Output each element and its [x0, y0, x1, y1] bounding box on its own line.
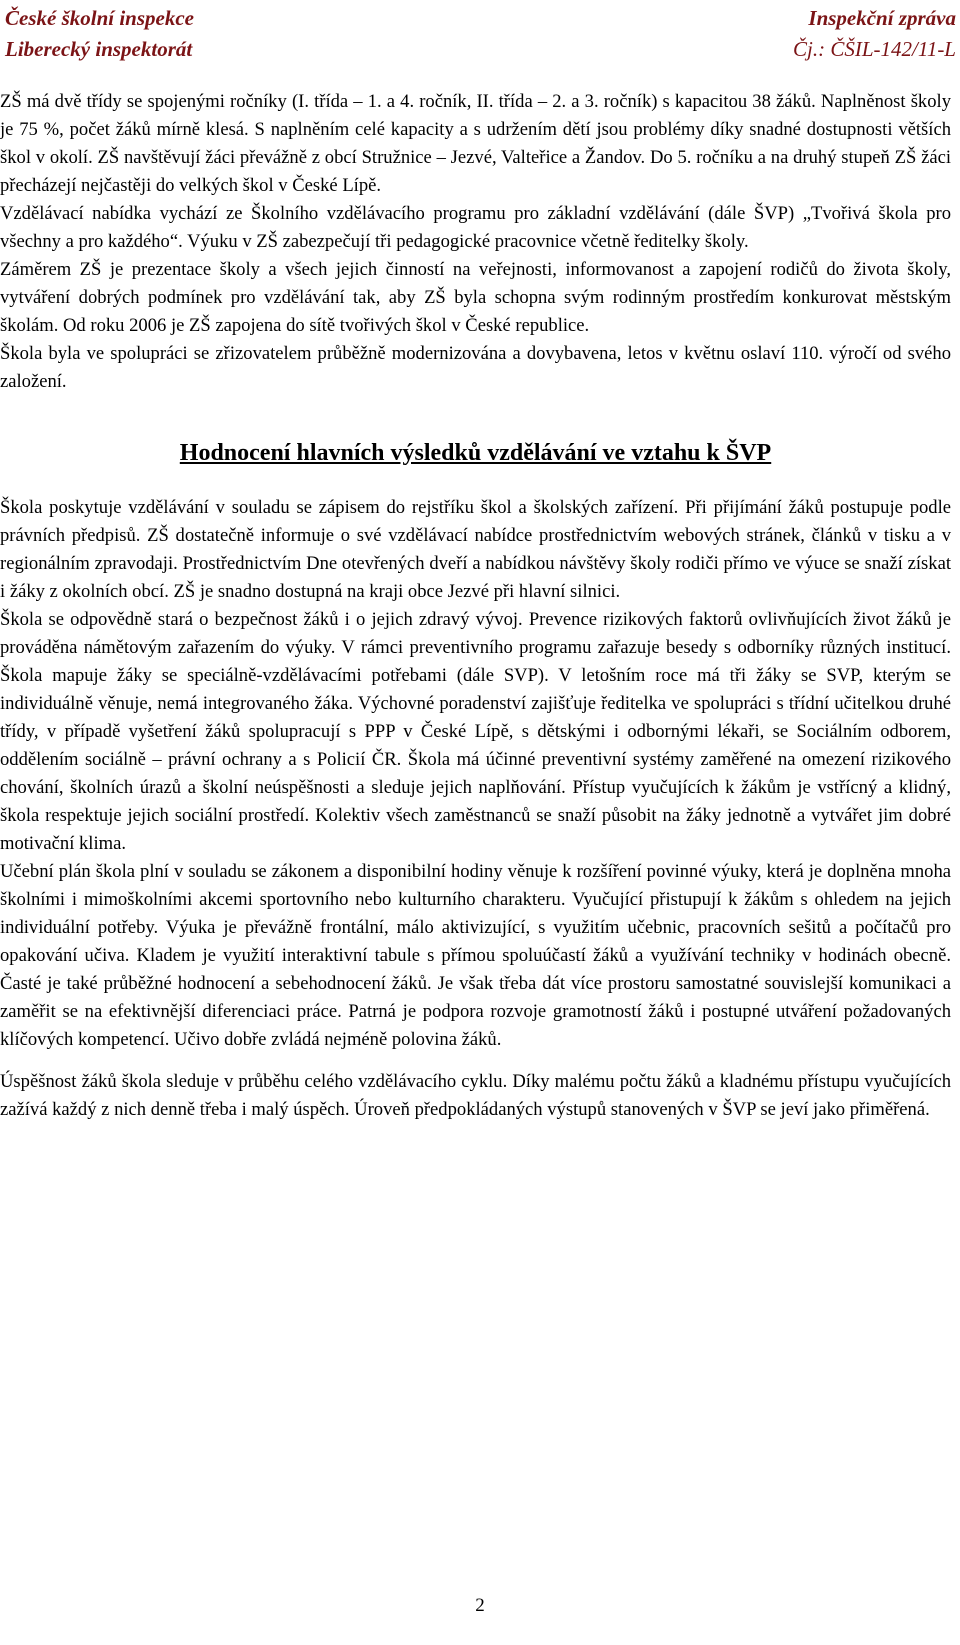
header-org-name: České školní inspekce	[5, 6, 194, 30]
intro-paragraph: Záměrem ZŠ je prezentace školy a všech jejich činností na veřejnosti, informovanost a zapojení rodičů do života školy, vytváření dobrých podmínek pro vzdělávání tak, aby ZŠ byla schopna svým rodinným prostředím konkurovat městským školám. Od roku 2006 je ZŠ zapojena do sítě tvořivých škol v České republice.	[0, 259, 951, 336]
header-doc-type: Inspekční zpráva	[808, 6, 956, 30]
header-right	[793, 3, 956, 65]
intro-paragraph: ZŠ má dvě třídy se spojenými ročníky (I. třída – 1. a 4. ročník, II. třída – 2. a 3. ročník) s kapacitou 38 žáků. Naplněnost školy je 75 %, počet žáků mírně klesá. S naplněním celé kapacity a s udržením dětí jsou problémy díky snadné dostupnosti větších škol v okolí. ZŠ navštěvují žáci převážně z obcí Stružnice – Jezvé, Valteřice a Žandov. Do 5. ročníku a na druhý stupeň ZŠ žáci přecházejí nejčastěji do velkých škol v České Lípě.	[0, 91, 951, 196]
document-body	[0, 88, 951, 1124]
intro-paragraph: Škola byla ve spolupráci se zřizovatelem průběžně modernizována a dovybavena, letos v květnu oslaví 110. výročí od svého založení.	[0, 343, 951, 392]
intro-paragraph: Vzdělávací nabídka vychází ze Školního vzdělávacího programu pro základní vzdělávání (dále ŠVP) „Tvořivá škola pro všechny a pro každého“. Výuku v ZŠ zabezpečují tři pedagogické pracovnice včetně ředitelky školy.	[0, 203, 951, 252]
section-paragraph: Úspěšnost žáků škola sleduje v průběhu celého vzdělávacího cyklu. Díky malému počtu žáků a kladnému přístupu vyučujících zažívá každý z nich denně třeba i malý úspěch. Úroveň předpokládaných výstupů stanovených v ŠVP se jeví jako přiměřená.	[0, 1071, 951, 1120]
section-paragraph: Škola poskytuje vzdělávání v souladu se zápisem do rejstříku škol a školských zařízení. Při přijímání žáků postupuje podle právních předpisů. ZŠ dostatečně informuje o své vzdělávací nabídce prostřednictvím webových stránek, článků v tisku a v regionálním zpravodaji. Prostřednictvím Dne otevřených dveří a nabídkou návštěvy školy rodiči přímo ve výuce se snaží získat i žáky z okolních obcí. ZŠ je snadno dostupná na kraji obce Jezvé při hlavní silnici.	[0, 497, 951, 602]
header-left	[5, 3, 194, 65]
header-reference-number: Čj.: ČŠIL-142/11-L	[793, 37, 956, 61]
page-number: 2	[475, 1595, 485, 1616]
header-org-branch: Liberecký inspektorát	[5, 37, 193, 61]
section-heading: Hodnocení hlavních výsledků vzdělávání ve vztahu k ŠVP	[179, 440, 772, 466]
page-header	[0, 0, 960, 80]
section-paragraph: Učební plán škola plní v souladu se zákonem a disponibilní hodiny věnuje k rozšíření povinné výuky, která je doplněna mnoha školními i mimoškolními akcemi sportovního nebo kulturního charakteru. Vyučující přistupují k žákům s ohledem na jejich individuální potřeby. Výuka je převážně frontální, málo aktivizující, s využitím učebnic, pracovních sešitů a počítačů pro opakování učiva. Kladem je využití interaktivní tabule s přímou spoluúčastí žáků a využívání techniky v hodinách obecně. Časté je také průběžné hodnocení a sebehodnocení žáků. Je však třeba dát více prostoru samostatné souvislejší komunikaci a zaměřit se na efektivnější diferenciaci práce. Patrná je podpora rozvoje gramotností žáků i postupné utváření požadovaných klíčových kompetencí. Učivo dobře zvládá nejméně polovina žáků.	[0, 861, 951, 1050]
section-paragraph: Škola se odpovědně stará o bezpečnost žáků i o jejich zdravý vývoj. Prevence rizikových faktorů ovlivňujících život žáků je prováděna námětovým zařazením do výuky. V rámci preventivního programu zařazuje besedy s odborníky různých institucí. Škola mapuje žáky se speciálně-vzdělávacími potřebami (dále SVP). V letošním roce má tři žáky se SVP, kterým se individuálně věnuje, nemá integrovaného žáka. Výchovné poradenství zajišťuje ředitelka ve spolupráci s třídní učitelkou druhé třídy, v případě vyšetření žáků spolupracují s PPP v České Lípě, s dětskými i odbornými lékaři, se Sociálním odborem, oddělením sociálně – právní ochrany a s Policií ČR. Škola má účinné preventivní systémy zaměřené na omezení rizikového chování, školních úrazů a školní neúspěšnosti a sleduje jejich naplňování. Přístup vyučujících k žákům je vstřícný a klidný, škola respektuje jejich sociální prostředí. Kolektiv všech zaměstnanců se snaží působit na žáky jednotně a vytvářet jim dobré motivační klima.	[0, 609, 951, 854]
